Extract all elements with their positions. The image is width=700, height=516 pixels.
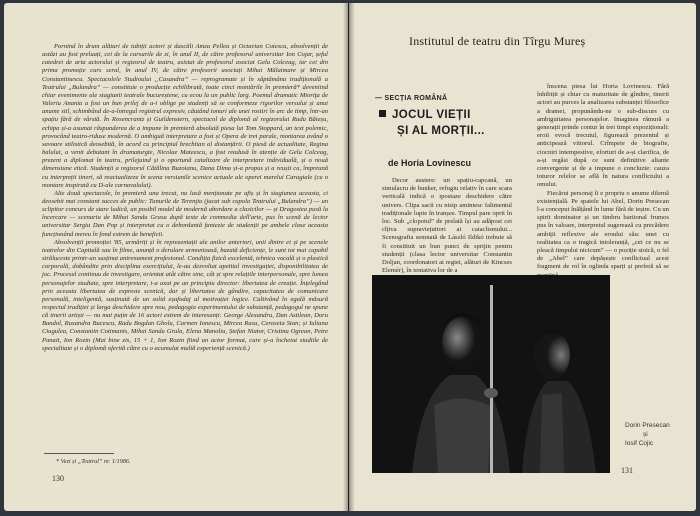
page-number-right: 131 xyxy=(621,466,633,475)
left-body-text xyxy=(42,43,328,353)
column-left xyxy=(382,177,512,275)
footnote: * Vezi și „Teatrul” nr. 1/1986. xyxy=(56,458,131,465)
caption-and: și xyxy=(643,431,648,438)
column-right-paragraph-2: Fiecărui personaj îi e propriu o anume dilemă existențială. Pe spatele lui Abel, Dorin Presecan l-a conceput înălțând în lume fără de ieșire. Cu un spirit dominator și un timbru baritonal frumos pus în valoare, interpretul sugerează cu precădere ambiții reflexive ale eroului său: unei cu realitatea ca o tragică intoleranță, „cei ce nu se pleacă timpului nicicum” — o poziție stoică, o fel de „Abel” care depășește conflictual acest fragment de rol în oglinda sparți și preferă să se xyxy=(537,189,669,271)
footnote-rule xyxy=(44,453,114,454)
article-author: de Horia Lovinescu xyxy=(388,158,472,168)
column-right xyxy=(537,83,669,280)
left-paragraph-1: Pornind în drum alături de tubiții actori și dascăli Amza Pellea și Octavian Cotescu, absolvenții de astăzi au fost preluați, cei de la cursurile de zi, în anul II, de către profesorul universitar Ion Cojar, șeful catedrei de arta actorului și regizorul de teatru, asistat de profesorul asociat Gelu Colceag, iar cei din prima promoție curs seral, în anul IV, de către profesorii asociați Mihai Mălaimare și Mircea Constantinescu. Spectacolele Studioului „Casandra” — reprogramate și în săptămâna tradițională a Teatrului „Bulandra” — constituie o producție echilibrată, toate cinci montările în premieră* deveniind chiar evenimente ale stagiunii teatrale bucureștene, cu ecou la un public larg. Poemul dramatic Mioriţa de Valeriu Anania a fost un bun prilej de a-i oblige pe studenți să se conformeze rigorilor versului și unui anume stil, schimbând de-a-întregul registrul expresiv, căutând tonuri ale unei rostiri în arc de timp, într-un spațiu fără de vârstă. În Rosencrantz și Guildenstern, spectacol de diplomă al regizorului Radu Băieșu, echipa și-a asumat răspunderea de a impune în premieră absolută piesa lui Tom Stoppard, un text polemic, provocând teatro-riduse modernă. O ambiguă interpretare a fost și Opera de trei parale, montarea având o savoare stilistică deosebită, în acord cu principiul brechtian al distanțării. O piesă de actualitate, Regina balului, a venit debutant în dramaturgie, Nicolae Mateescu, a fost readusă în atenție de Gelu Colceag, prezent a diplomat în teatru, prilejuind și o oportună catalizare de interpretare individuală, și o nouă dimensiune etică. Studenții a regizorul Cătălina Buzoianu, Dana Dima și-a propus și a reușit ca, împreună cu interpreții tineri, să reactualizeze în scena versiunile scenice actuale ale operei marelui Caragiale (cu o montare inspirată cu D-ale carnavalului). xyxy=(42,43,328,189)
running-head: Institutul de teatru din Tîrgu Mureș xyxy=(409,34,586,48)
column-left-paragraph: Decor austere: un spațiu-capcană, un simulacru de bunker, refugiu relativ în care scara verticală indică o ipostaze deschidere către univers. Clipa sacii cu nisip amintesc falimentul tradiționale lupte în tranșee. Timpul pare oprit în loc. Sub „clopotul” de prelată își au adăpost cei cîțiva supraviețuitori ai cataclismului... Scenografia semnată de László Ildikó trebuie să fi constituit un bun punct de sprijin pentru studenții (clasa lector universitar Constantin Doljan, coordonatori ai regiei, alături de Kincses Elemér), în tentativa lor de a xyxy=(382,177,512,275)
page-number-left: 130 xyxy=(52,474,64,483)
left-page xyxy=(4,3,348,511)
right-page xyxy=(349,3,696,511)
book-gutter xyxy=(343,3,355,511)
left-paragraph-3: Absolvenții promoției '85, urmăriți și în reprezentații ale anilor anteriori, unii dintre ei și pe scenele teatrelor din Capitală sau în filme, anunță o derulare armonioasă, bazată deficiențe, le sunt tot mai capabil străluceste printr-un susținut antrenament profesional. Condiția fizică excelentă, tehnica vocală și o plastică corporală, dobândite prin disciplina exercițiului, le-au dezvoltat apetitul investigației, disponibilitatea de joc. Procesul continuu de investigare, orientat atât către sine, cât și spre relațiile interpersonale, spre lumea personajelor studiate, spre interpretare, i-a axat pe un principiu director: libertatea de creație. Înțelegând prin aceasta libertatea de expresie scenică, dar și libertatea de gândire, capacitatea de comunicare personală, inteligentă, susținută de un solid eșafodaj al motivației logice. Cultivând în egală măsură respectul tradiției și larga deschidere spre nou, pedagogia experimentului de substanță, pedagogul ne spune că tinerii artiști — nu mai puțin de 16 actori extrem de interesanți: George Alexandru, Dan Astilean, Doru Bandol, Ruxandra Bucescu, Radu Bogdan Gholu, Carmen Ionescu, Mircea Rusu, Ceraseia Stan; și Iuliana Ciugulea, Constantin Cotimanis, Mihai Sandu Grula, Elena Manoliu, Ștefan Niator, Cristina Ogrean, Petre Panait, Ion Rozin (Mai bine zis, 15 + 1, Ion Rozin fiind un actor format, care și-a încheiat studiile de specialitate și o diplomă oferită către cu o acumulat multă experiență scenică.) xyxy=(42,238,328,352)
article-title-line2: ȘI AL MORȚII... xyxy=(397,125,485,137)
square-bullet-icon xyxy=(379,110,386,117)
section-label: — SECȚIA ROMÂNĂ xyxy=(375,95,448,102)
photo-caption xyxy=(625,421,670,448)
caption-name-2: Iosif Cojic xyxy=(625,440,654,447)
left-paragraph-2: Alte două spectacole, în premieră una trecut, nu lasă menționate pe afiș și în stagiunea aceasta, ci deosebit mai constant succes de public: Tunurile de Terenţiu (jucat sub cupola Teatrului „Bulandra”) — un sclipitor concurs de stare ludică, un posibil model de modernă abordare a clasicilor — și Dragostea pusă la încercare — scenariu de Mihai Sandu Grasu după texte de commedia dell'arte, pus în scenă de lector universitar Sergiu Dan Pop și interpretat cu o debordantă fantezie de studenții pe ambele clase aceasta funcționând mereu în fond extrem de beneficii. xyxy=(42,189,328,238)
stage-photo xyxy=(372,275,610,473)
column-right-paragraph-1: înscena piesa lui Horia Lovinescu. Fără înhibiții și chiar cu maturitate de gîndire, tinerii actori au purces la analizarea substanței filosofice a dramei, propunându-ne o sub-discurs cu ambiguitatea personajelor. Imaginea rămură a generații prinde contur în trei timpi expoziționali: eroii evocă trecutul, figurează prezentul și anticipează viitorul. Crîmpeie de biografie, ciocniri intempestive, eforturi de a-și clarifica, de a-și regăsi după ce sunt definitive aliante convergente și de a impune o concluzie: cauza toturor relelor se află în natura conflictului a omului. xyxy=(537,83,669,189)
stage-photo-image xyxy=(372,275,610,473)
caption-name-1: Dorin Presecan xyxy=(625,422,670,429)
article-title-line1: JOCUL VIEȚII xyxy=(379,109,471,121)
